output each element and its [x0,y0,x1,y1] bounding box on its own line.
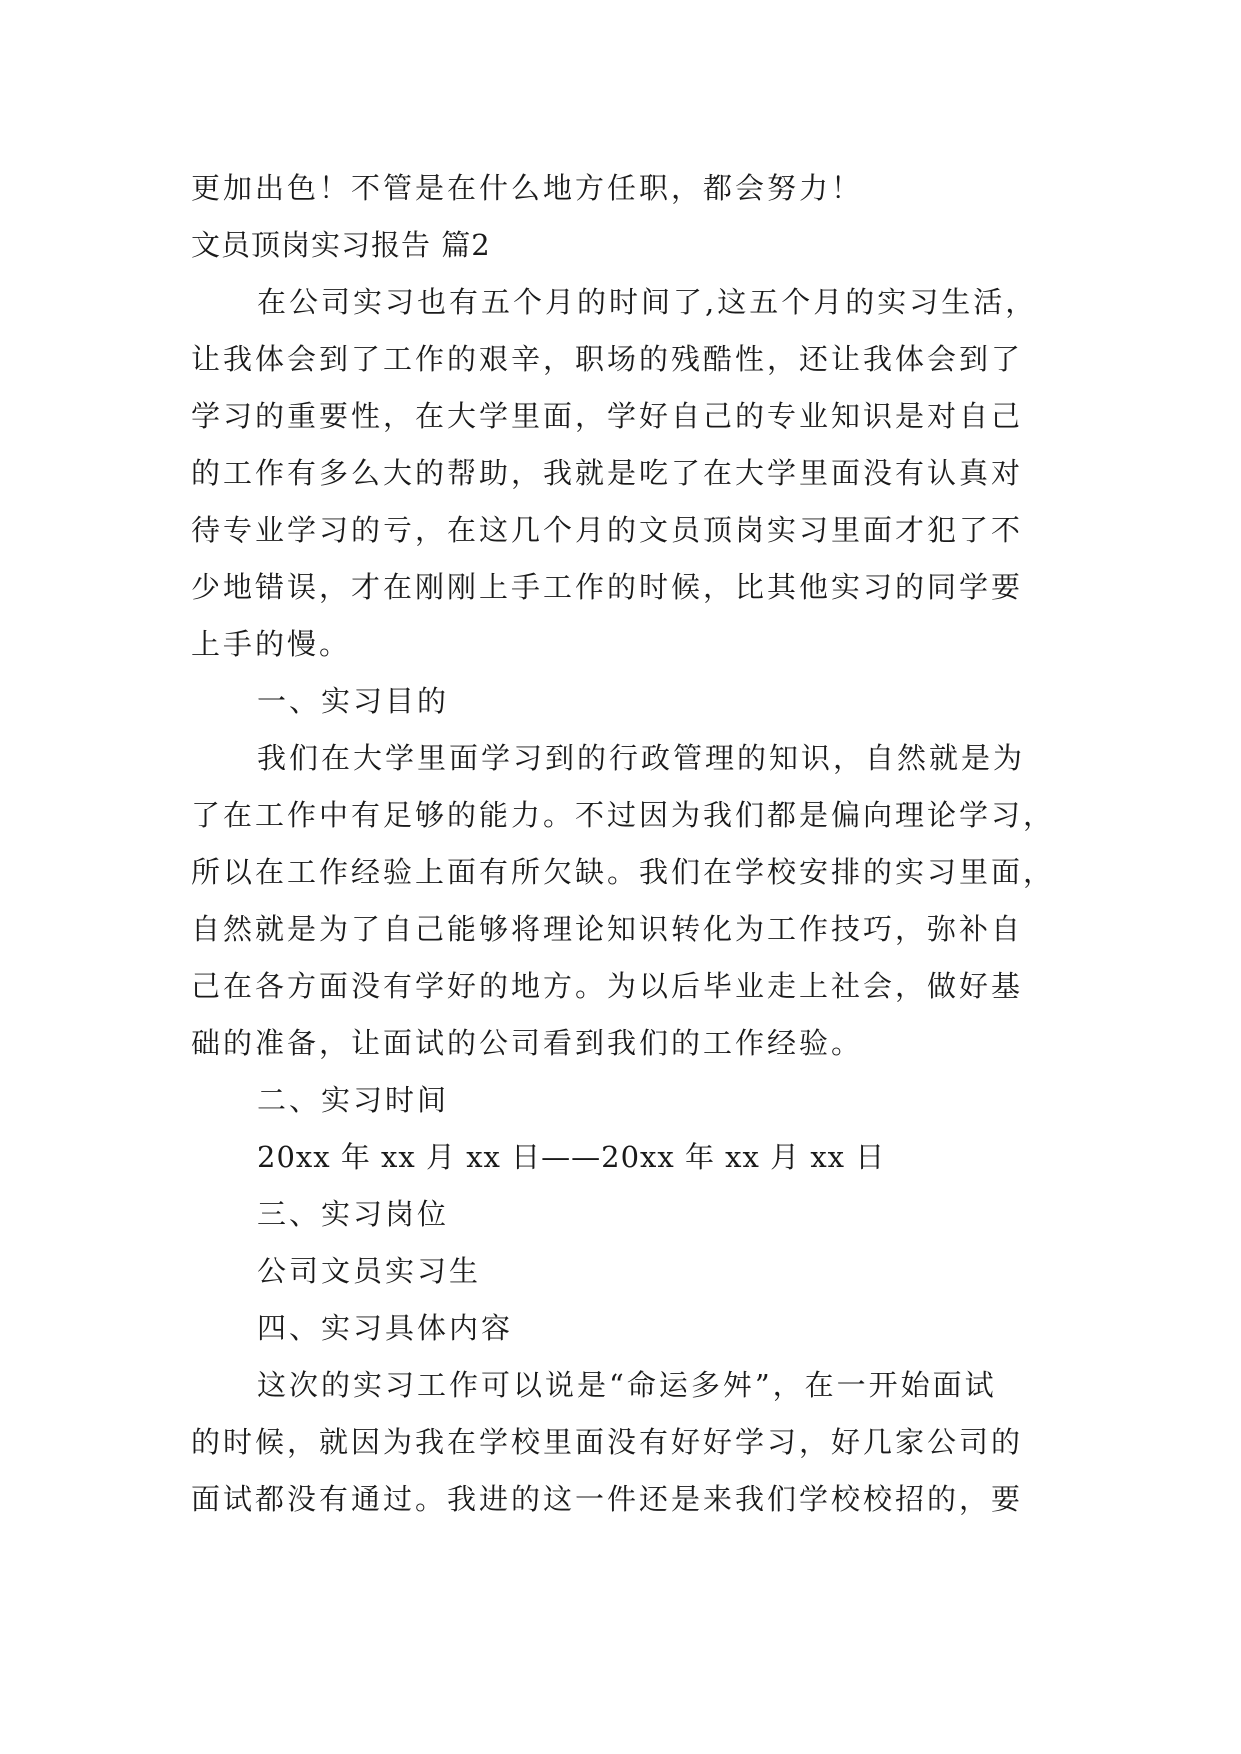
paragraph-line: 这次的实习工作可以说是“命运多舛”，在一开始面试 [257,1368,997,1402]
paragraph-line: 待专业学习的亏，在这几个月的文员顶岗实习里面才犯了不 [191,513,1024,547]
paragraph-line: 己在各方面没有学好的地方。为以后毕业走上社会，做好基 [191,969,1024,1003]
paragraph-line: 的工作有多么大的帮助，我就是吃了在大学里面没有认真对 [191,456,1024,490]
section-title: 文员顶岗实习报告 篇2 [191,228,491,262]
subheading-purpose: 一、实习目的 [257,684,450,718]
paragraph-line: 我们在大学里面学习到的行政管理的知识，自然就是为 [257,741,1026,775]
text-line: 更加出色！不管是在什么地方任职，都会努力！ [191,171,864,205]
subheading-time: 二、实习时间 [257,1083,450,1117]
paragraph-line: 在公司实习也有五个月的时间了,这五个月的实习生活， [257,285,1038,319]
paragraph-line: 上手的慢。 [191,627,352,661]
paragraph-line: 让我体会到了工作的艰辛，职场的残酷性，还让我体会到了 [191,342,1024,376]
paragraph-line: 所以在工作经验上面有所欠缺。我们在学校安排的实习里面， [191,855,1056,889]
subheading-position: 三、实习岗位 [257,1197,450,1231]
paragraph-line: 少地错误，才在刚刚上手工作的时候，比其他实习的同学要 [191,570,1024,604]
subheading-content: 四、实习具体内容 [257,1311,514,1345]
paragraph-line: 础的准备，让面试的公司看到我们的工作经验。 [191,1026,864,1060]
paragraph-line: 学习的重要性，在大学里面，学好自己的专业知识是对自己 [191,399,1024,433]
position-text: 公司文员实习生 [257,1254,482,1288]
paragraph-line: 的时候，就因为我在学校里面没有好好学习，好几家公司的 [191,1425,1024,1459]
paragraph-line: 了在工作中有足够的能力。不过因为我们都是偏向理论学习， [191,798,1056,832]
paragraph-line: 面试都没有通过。我进的这一件还是来我们学校校招的，要 [191,1482,1024,1516]
paragraph-line: 自然就是为了自己能够将理论知识转化为工作技巧，弥补自 [191,912,1024,946]
date-range: 20xx 年 xx 月 xx 日——20xx 年 xx 月 xx 日 [257,1140,886,1174]
